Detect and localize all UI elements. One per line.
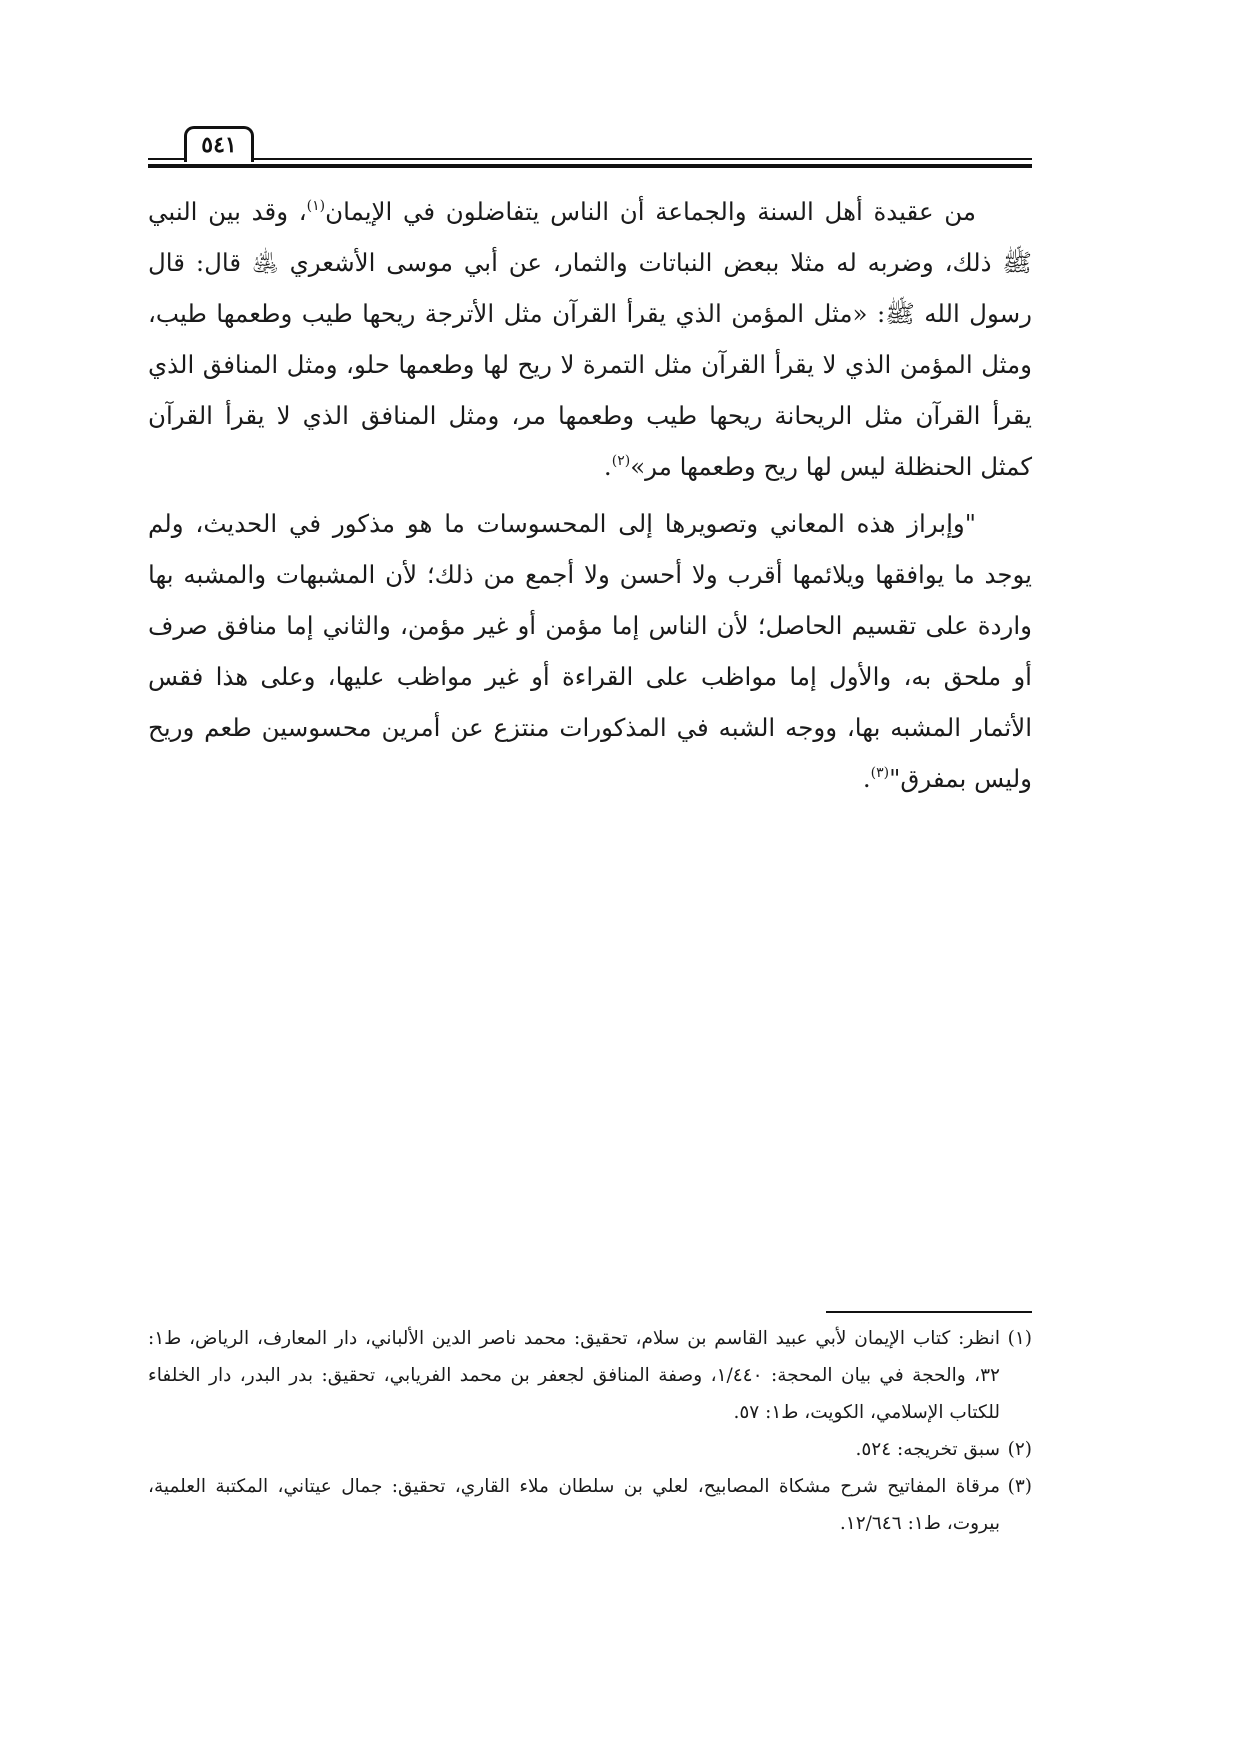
paragraph-text: من عقيدة أهل السنة والجماعة أن الناس يتفاضلون في الإيمان (325, 197, 976, 226)
paragraph-text: ، وقد بين النبي ﷺ ذلك، وضربه له مثلا ببعض النباتات والثمار، عن أبي موسى الأشعري ﵁ قال: قال رسول الله ﷺ: «مثل المؤمن الذي يقرأ القرآن مثل الأترجة ريحها طيب وطعمها طيب، ومثل المؤمن الذي لا يقرأ القرآن مثل التمرة لا ريح لها وطعمها حلو، ومثل المنافق الذي يقرأ القرآن مثل الريحانة ريحها طيب وطعمها مر، ومثل المنافق الذي لا يقرأ القرآن كمثل الحنظلة ليس لها ريح وطعمها مر» (148, 197, 1032, 481)
paragraph-text: . (862, 764, 871, 793)
paragraph (148, 186, 1032, 492)
header-rule-thin (148, 158, 1032, 160)
paragraph (148, 498, 1032, 804)
footnote-ref: (٣) (870, 765, 890, 781)
footnote-text: انظر: كتاب الإيمان لأبي عبيد القاسم بن سلام، تحقيق: محمد ناصر الدين الألباني، دار المعارف، الرياض، ط١: ٣٢، والحجة في بيان المحجة: ١/٤٤٠، وصفة المنافق لجعفر بن محمد الفريابي، تحقيق: بدر البدر، دار الخلفاء للكتاب الإسلامي، الكويت، ط١: ٥٧. (148, 1328, 1000, 1423)
body-text (148, 186, 1032, 804)
header-rule-thick (148, 164, 1032, 168)
paragraph-text: "وإبراز هذه المعاني وتصويرها إلى المحسوسات ما هو مذكور في الحديث، ولم يوجد ما يوافقها ويلائمها أقرب ولا أحسن ولا أجمع من ذلك؛ لأن المشبهات والمشبه بها واردة على تقسيم الحاصل؛ لأن الناس إما مؤمن أو غير مؤمن، والثاني إما منافق صرف أو ملحق به، والأول إما مواظب على القراءة أو غير مواظب عليها، وعلى هذا فقس الأثمار المشبه بها، ووجه الشبه في المذكورات منتزع عن أمرين محسوسين طعم وريح وليس بمفرق" (148, 509, 1032, 793)
footnote-marker: (١) (1007, 1328, 1032, 1349)
footnote (148, 1468, 1032, 1542)
footnote-marker: (٣) (1007, 1476, 1032, 1497)
page-header (148, 118, 1032, 170)
footnote (148, 1431, 1032, 1468)
page-number: ٥٤١ (184, 126, 254, 162)
footnote-text: سبق تخريجه: ٥٢٤. (855, 1439, 1000, 1460)
footnote-marker: (٢) (1007, 1439, 1032, 1460)
footnote (148, 1320, 1032, 1431)
footnote-ref: (١) (306, 198, 326, 214)
footnotes (148, 1320, 1032, 1542)
footnote-ref: (٢) (611, 453, 631, 469)
paragraph-text: . (603, 452, 612, 481)
footnote-separator (826, 1311, 1032, 1313)
footnote-text: مرقاة المفاتيح شرح مشكاة المصابيح، لعلي بن سلطان ملاء القاري، تحقيق: جمال عيتاني، المكتبة العلمية، بيروت، ط١: ١٢/٦٤٦. (148, 1476, 1000, 1534)
